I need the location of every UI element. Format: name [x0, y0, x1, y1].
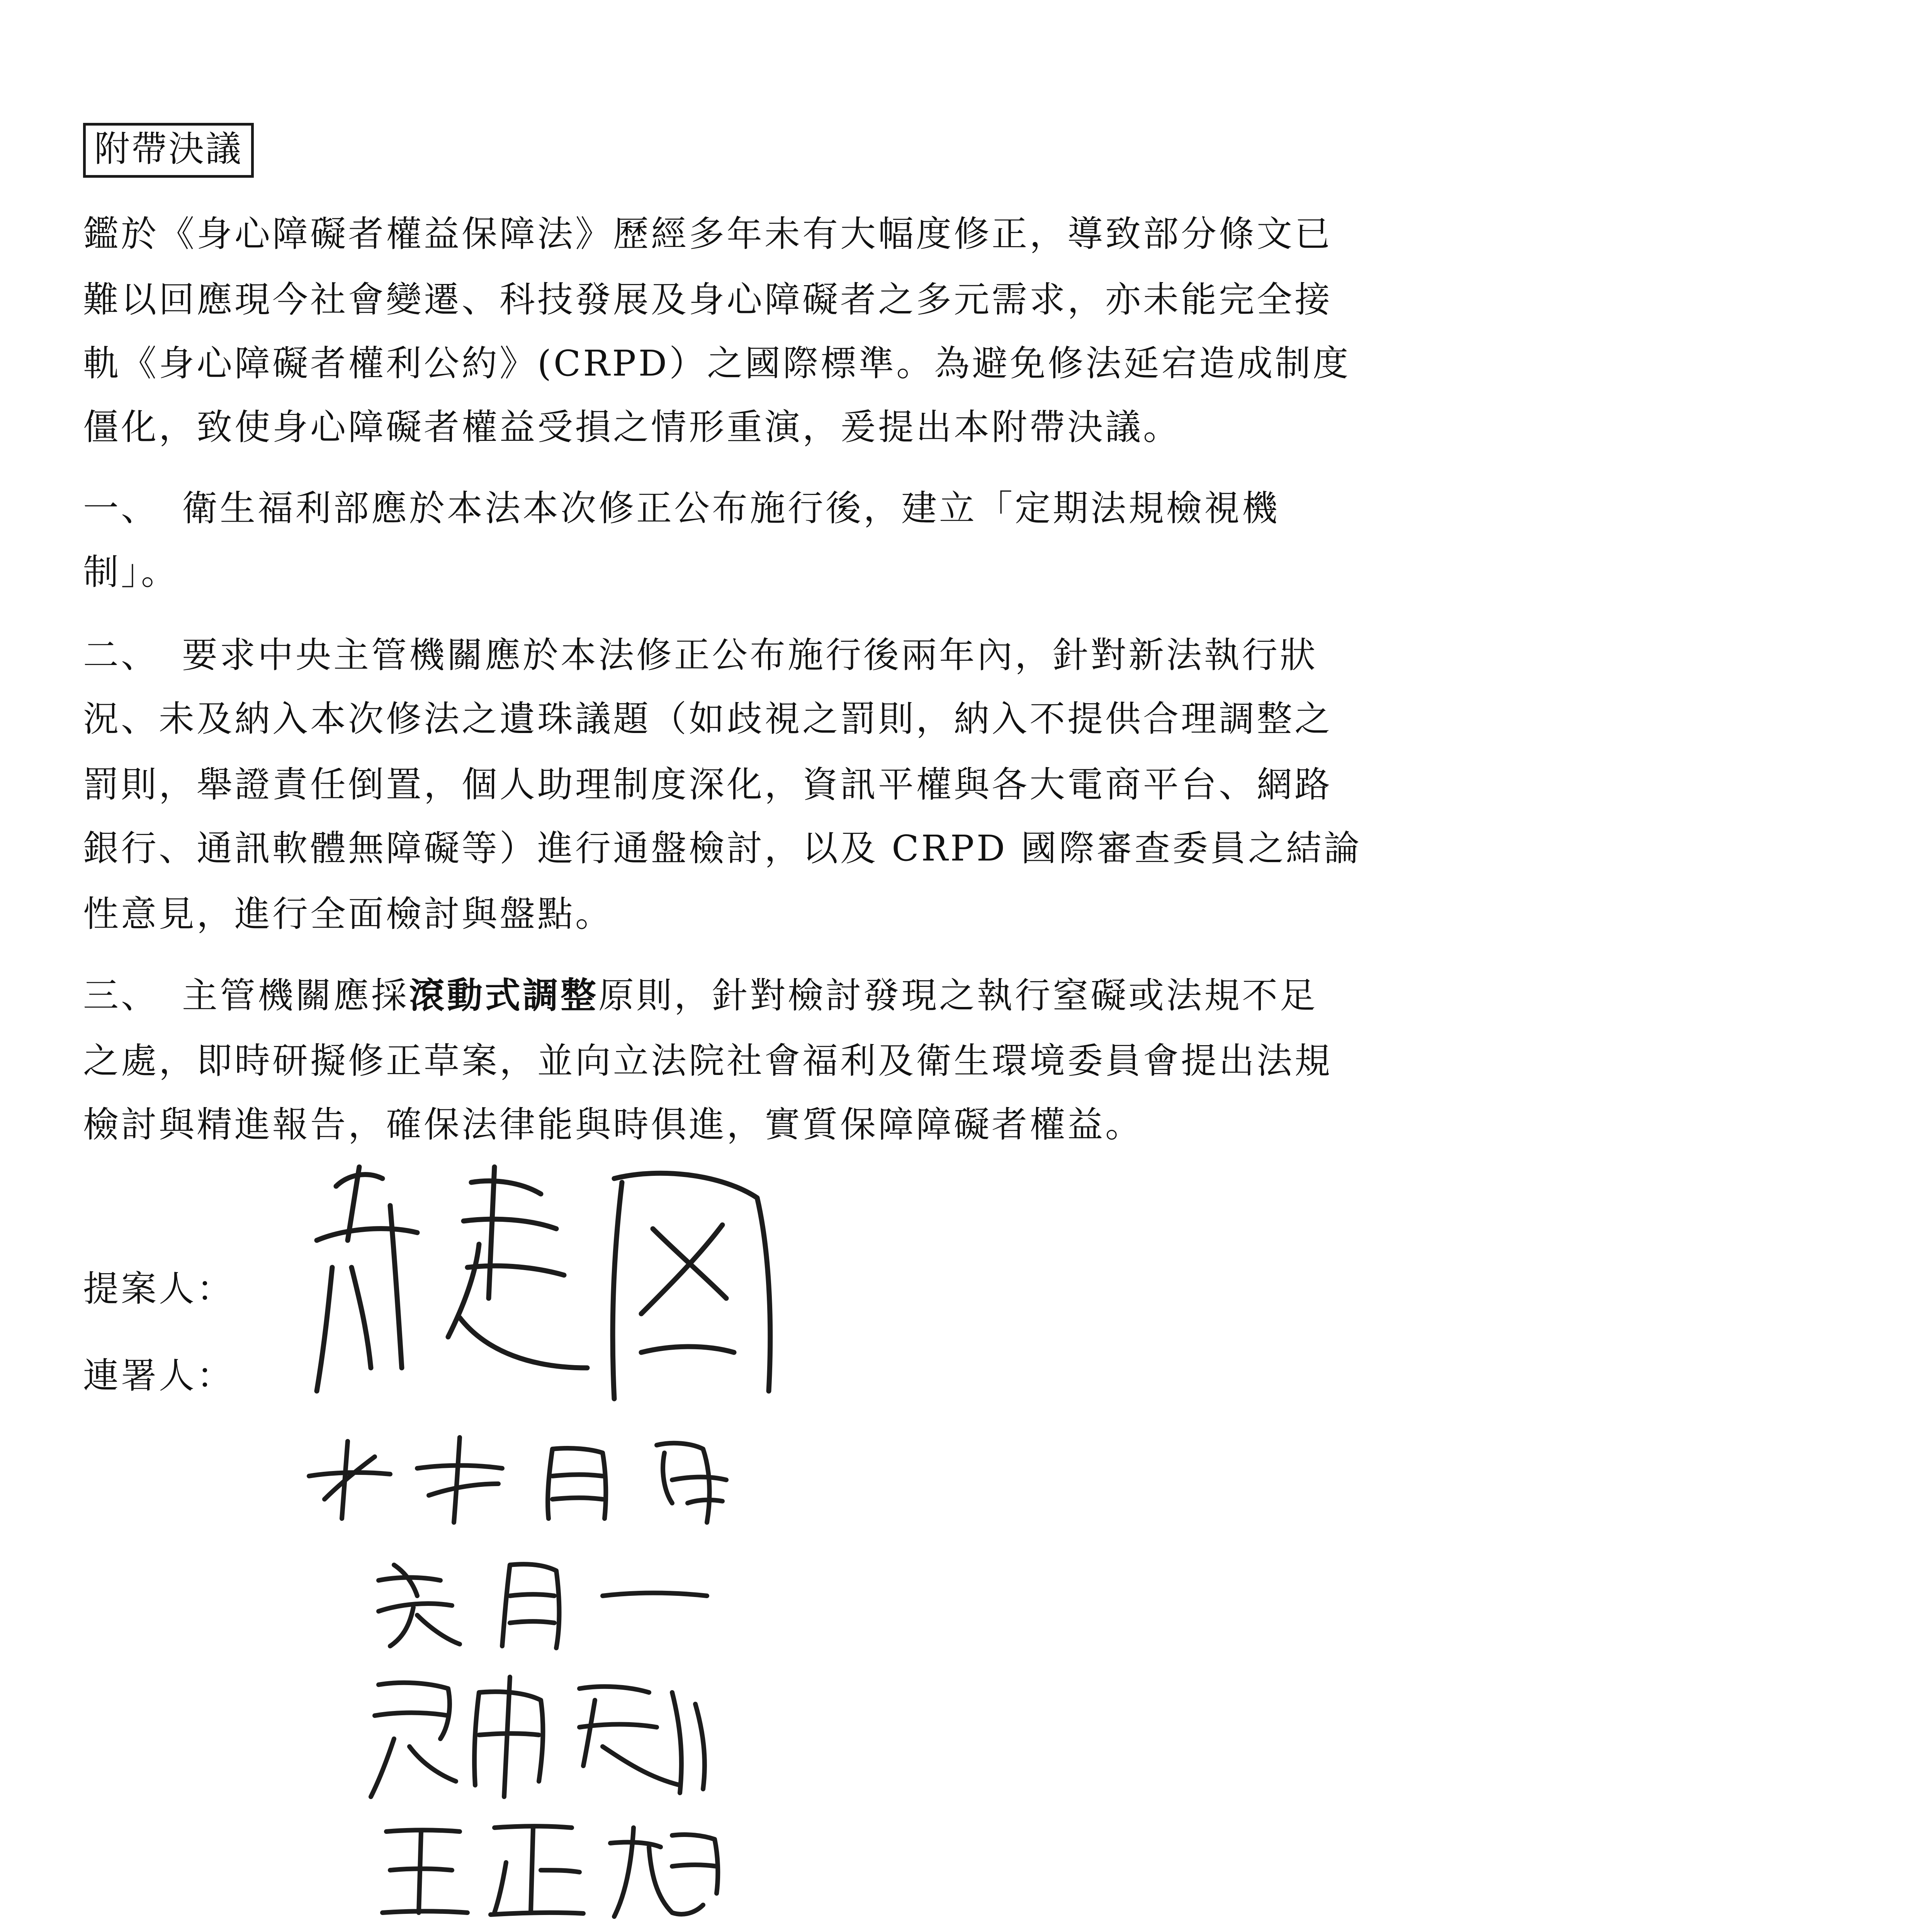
item-3-line-1 — [83, 975, 1318, 1016]
proposer-label: 提案人： — [83, 1268, 235, 1310]
cosigner-label: 連署人： — [83, 1355, 235, 1396]
item-1-text-1: 衛生福利部應於本法本次修正公布施行後，建立「定期法規檢視機 — [182, 488, 1280, 529]
item-1-line-1 — [83, 488, 1280, 529]
item-3-number: 三、 — [83, 975, 159, 1016]
item-2-line-3: 罰則，舉證責任倒置，個人助理制度深化，資訊平權與各大電商平台、網路 — [83, 764, 1333, 805]
heading-box: 附帶決議 — [83, 123, 254, 178]
preamble-line-4: 僵化，致使身心障礙者權益受損之情形重演，爰提出本附帶決議。 — [83, 406, 1181, 448]
preamble-line-1: 鑑於《身心障礙者權益保障法》歷經多年未有大幅度修正，導致部分條文已 — [83, 213, 1333, 255]
cosigner-signature-4 — [379, 1812, 726, 1920]
item-2-text-1: 要求中央主管機關應於本法修正公布施行後兩年內，針對新法執行狀 — [182, 634, 1318, 676]
item-2-line-1 — [83, 634, 1318, 676]
preamble-line-3: 軌《身心障礙者權利公約》(CRPD）之國際標準。為避免修法延宕造成制度 — [83, 343, 1351, 384]
item-3-line-2: 之處，即時研擬修正草案，並向立法院社會福利及衛生環境委員會提出法規 — [83, 1040, 1333, 1082]
item-2-line-4: 銀行、通訊軟體無障礙等）進行通盤檢討，以及 CRPD 國際審查委員之結論 — [83, 828, 1362, 869]
item-1-line-2: 制」。 — [83, 551, 179, 593]
item-2-line-5: 性意見，進行全面檢討與盤點。 — [83, 893, 613, 935]
cosigner-signature-2 — [371, 1549, 719, 1650]
item-2-number: 二、 — [83, 634, 159, 676]
item-3-text-after: 原則，針對檢討發現之執行窒礙或法規不足 — [598, 975, 1318, 1016]
cosigner-signature-3 — [363, 1669, 749, 1801]
cosigner-signature-1 — [301, 1426, 765, 1526]
item-2-line-2: 況、未及納入本次修法之遺珠議題（如歧視之罰則，納入不提供合理調整之 — [83, 698, 1333, 740]
item-3-text-before: 主管機關應採 — [182, 975, 409, 1016]
item-1-number: 一、 — [83, 488, 159, 529]
preamble-line-2: 難以回應現今社會變遷、科技發展及身心障礙者之多元需求，亦未能完全接 — [83, 279, 1333, 320]
proposer-signature — [294, 1151, 788, 1430]
item-3-text-bold: 滾動式調整 — [409, 975, 599, 1016]
item-3-line-3: 檢討與精進報告，確保法律能與時俱進，實質保障障礙者權益。 — [83, 1104, 1143, 1145]
